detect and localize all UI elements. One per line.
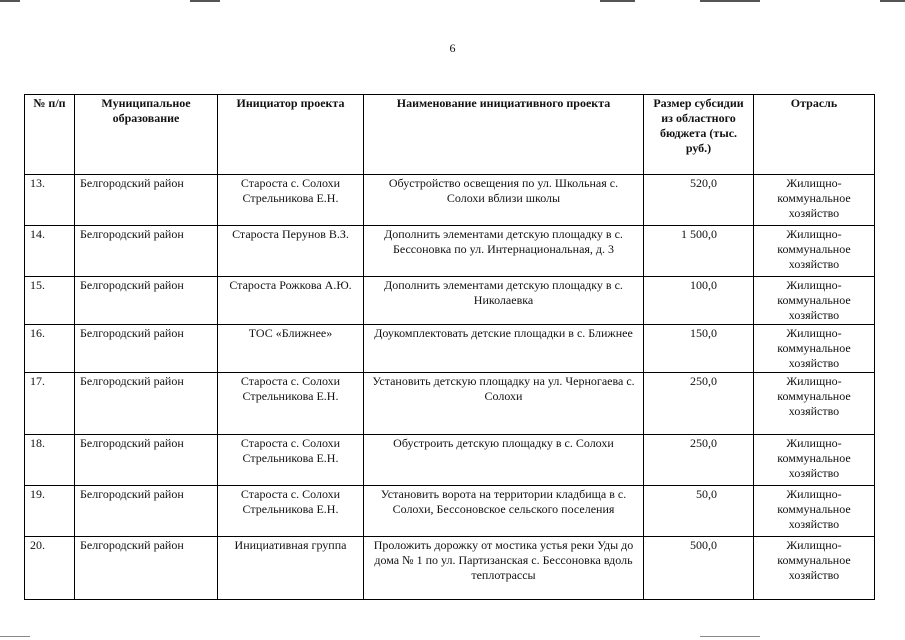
cell-subsidy: 500,0 [644, 537, 754, 600]
cell-num: 20. [25, 537, 75, 600]
cell-municipality: Белгородский район [75, 226, 218, 277]
cell-project: Дополнить элементами детскую площадку в с. Николаевка [364, 277, 644, 325]
cell-branch: Жилищно-коммунальное хозяйство [754, 277, 875, 325]
cell-subsidy: 520,0 [644, 175, 754, 226]
cell-subsidy: 50,0 [644, 486, 754, 537]
cell-branch: Жилищно-коммунальное хозяйство [754, 486, 875, 537]
cell-project: Дополнить элементами детскую площадку в с. Бессоновка по ул. Интернациональная, д. 3 [364, 226, 644, 277]
cell-initiator: Староста с. Солохи Стрельникова Е.Н. [218, 373, 364, 435]
cell-initiator: Староста с. Солохи Стрельникова Е.Н. [218, 175, 364, 226]
cell-num: 14. [25, 226, 75, 277]
cell-municipality: Белгородский район [75, 537, 218, 600]
table-row [25, 435, 875, 486]
table-row [25, 277, 875, 325]
cell-municipality: Белгородский район [75, 373, 218, 435]
cell-initiator: ТОС «Ближнее» [218, 325, 364, 373]
scan-edge-mark [880, 0, 905, 2]
table-row [25, 373, 875, 435]
cell-subsidy: 150,0 [644, 325, 754, 373]
scan-edge-mark [0, 636, 30, 637]
header-subsidy: Размер субсидии из областного бюджета (тыс. руб.) [644, 95, 754, 175]
table-row [25, 175, 875, 226]
cell-initiator: Староста с. Солохи Стрельникова Е.Н. [218, 435, 364, 486]
cell-branch: Жилищно-коммунальное хозяйство [754, 373, 875, 435]
page-number: 6 [449, 41, 456, 55]
cell-municipality: Белгородский район [75, 175, 218, 226]
cell-num: 15. [25, 277, 75, 325]
cell-subsidy: 1 500,0 [644, 226, 754, 277]
table-row [25, 486, 875, 537]
header-num: № п/п [25, 95, 75, 175]
table-row [25, 226, 875, 277]
cell-project: Доукомплектовать детские площадки в с. Ближнее [364, 325, 644, 373]
cell-branch: Жилищно-коммунальное хозяйство [754, 537, 875, 600]
cell-municipality: Белгородский район [75, 325, 218, 373]
cell-project: Обустроить детскую площадку в с. Солохи [364, 435, 644, 486]
cell-branch: Жилищно-коммунальное хозяйство [754, 175, 875, 226]
cell-branch: Жилищно-коммунальное хозяйство [754, 226, 875, 277]
cell-num: 16. [25, 325, 75, 373]
cell-municipality: Белгородский район [75, 435, 218, 486]
cell-initiator: Староста Перунов В.З. [218, 226, 364, 277]
table-row [25, 325, 875, 373]
cell-project: Установить детскую площадку на ул. Черногаева с. Солохи [364, 373, 644, 435]
header-initiator: Инициатор проекта [218, 95, 364, 175]
cell-subsidy: 100,0 [644, 277, 754, 325]
cell-initiator: Староста с. Солохи Стрельникова Е.Н. [218, 486, 364, 537]
cell-municipality: Белгородский район [75, 486, 218, 537]
projects-table [24, 94, 875, 600]
cell-branch: Жилищно-коммунальное хозяйство [754, 435, 875, 486]
cell-num: 19. [25, 486, 75, 537]
cell-num: 17. [25, 373, 75, 435]
cell-subsidy: 250,0 [644, 373, 754, 435]
scan-edge-mark [190, 0, 220, 2]
table-header-row [25, 95, 875, 175]
cell-municipality: Белгородский район [75, 277, 218, 325]
scan-edge-mark [700, 0, 760, 2]
scan-edge-mark [600, 0, 635, 2]
scan-edge-mark [0, 0, 20, 2]
cell-num: 18. [25, 435, 75, 486]
scan-edge-mark [700, 636, 760, 637]
cell-project: Обустройство освещения по ул. Школьная с. Солохи вблизи школы [364, 175, 644, 226]
cell-num: 13. [25, 175, 75, 226]
cell-initiator: Староста Рожкова А.Ю. [218, 277, 364, 325]
table-row [25, 537, 875, 600]
cell-branch: Жилищно-коммунальное хозяйство [754, 325, 875, 373]
header-branch: Отрасль [754, 95, 875, 175]
cell-project: Установить ворота на территории кладбища в с. Солохи, Бессоновское сельского поселения [364, 486, 644, 537]
cell-subsidy: 250,0 [644, 435, 754, 486]
header-project: Наименование инициативного проекта [364, 95, 644, 175]
header-municipality: Муниципальное образование [75, 95, 218, 175]
cell-initiator: Инициативная группа [218, 537, 364, 600]
cell-project: Проложить дорожку от мостика устья реки Уды до дома № 1 по ул. Партизанская с. Бессоновка вдоль теплотрассы [364, 537, 644, 600]
